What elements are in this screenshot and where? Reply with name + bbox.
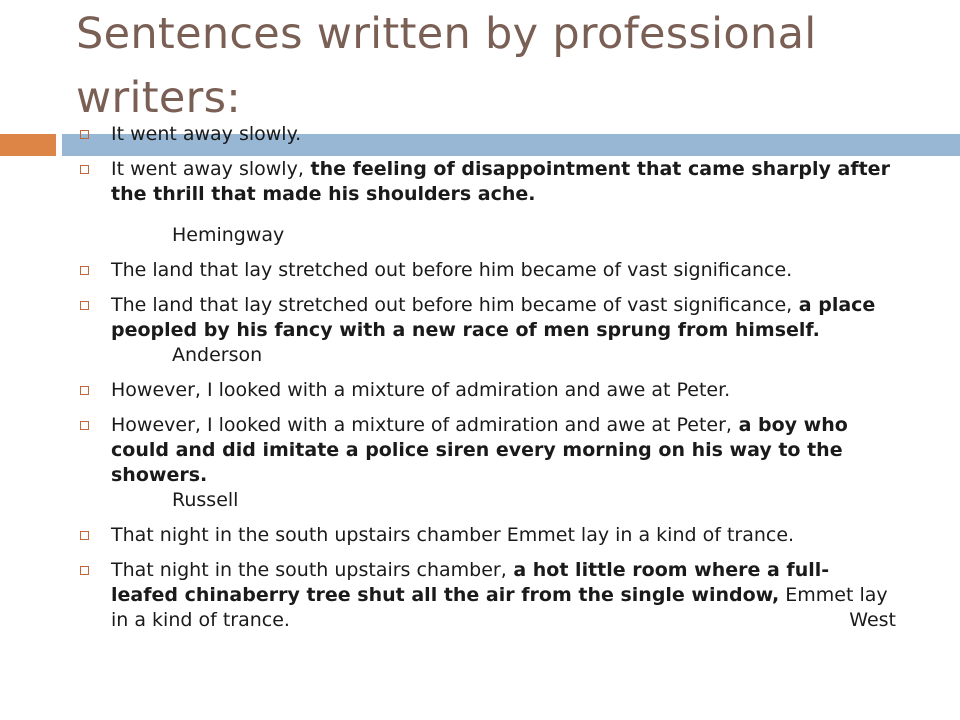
- square-bullet-icon: [80, 301, 89, 310]
- sentence-modifier: a boy who could and did imitate a police siren every morning on his way to the showers.: [111, 414, 848, 486]
- list-item: [76, 523, 896, 548]
- sentence-start: However, I looked with a mixture of admiration and awe at Peter,: [111, 414, 732, 436]
- sentence-modifier: a hot little room where a full-leafed chinaberry tree shut all the air from the single window,: [111, 559, 830, 606]
- sentence-plain: It went away slowly.: [111, 123, 302, 145]
- list-item: [76, 258, 896, 283]
- slide-content: [76, 122, 896, 643]
- square-bullet-icon: [80, 386, 89, 395]
- list-item: [76, 293, 896, 368]
- author-name: Russell: [172, 489, 239, 511]
- sentence-start: The land that lay stretched out before him became of vast significance,: [111, 294, 793, 316]
- list-item: [76, 378, 896, 403]
- list-item: [76, 122, 896, 147]
- square-bullet-icon: [80, 130, 89, 139]
- list-item: [76, 157, 896, 248]
- sentence-modifier: a place peopled by his fancy with a new race of men sprung from himself.: [111, 294, 876, 341]
- sentence-plain: The land that lay stretched out before him became of vast significance.: [111, 259, 793, 281]
- sentence-plain: However, I looked with a mixture of admiration and awe at Peter.: [111, 379, 731, 401]
- author-name: Hemingway: [172, 224, 285, 246]
- sentence-modifier: the feeling of disappointment that came sharply after the thrill that made his shoulders ache.: [111, 158, 890, 205]
- accent-bar-orange: [0, 134, 56, 156]
- square-bullet-icon: [80, 165, 89, 174]
- sentence-start: That night in the south upstairs chamber,: [111, 559, 507, 581]
- author-name: West: [849, 609, 896, 631]
- square-bullet-icon: [80, 421, 89, 430]
- square-bullet-icon: [80, 266, 89, 275]
- sentence-plain: That night in the south upstairs chamber Emmet lay in a kind of trance.: [111, 524, 795, 546]
- author-name: Anderson: [172, 344, 263, 366]
- sentence-end: Emmet lay in a kind of trance.: [111, 584, 888, 631]
- square-bullet-icon: [80, 566, 89, 575]
- list-item: [76, 558, 896, 633]
- list-item: [76, 413, 896, 513]
- square-bullet-icon: [80, 531, 89, 540]
- slide-title: Sentences written by professional writers:: [76, 9, 817, 123]
- sentence-start: It went away slowly,: [111, 158, 304, 180]
